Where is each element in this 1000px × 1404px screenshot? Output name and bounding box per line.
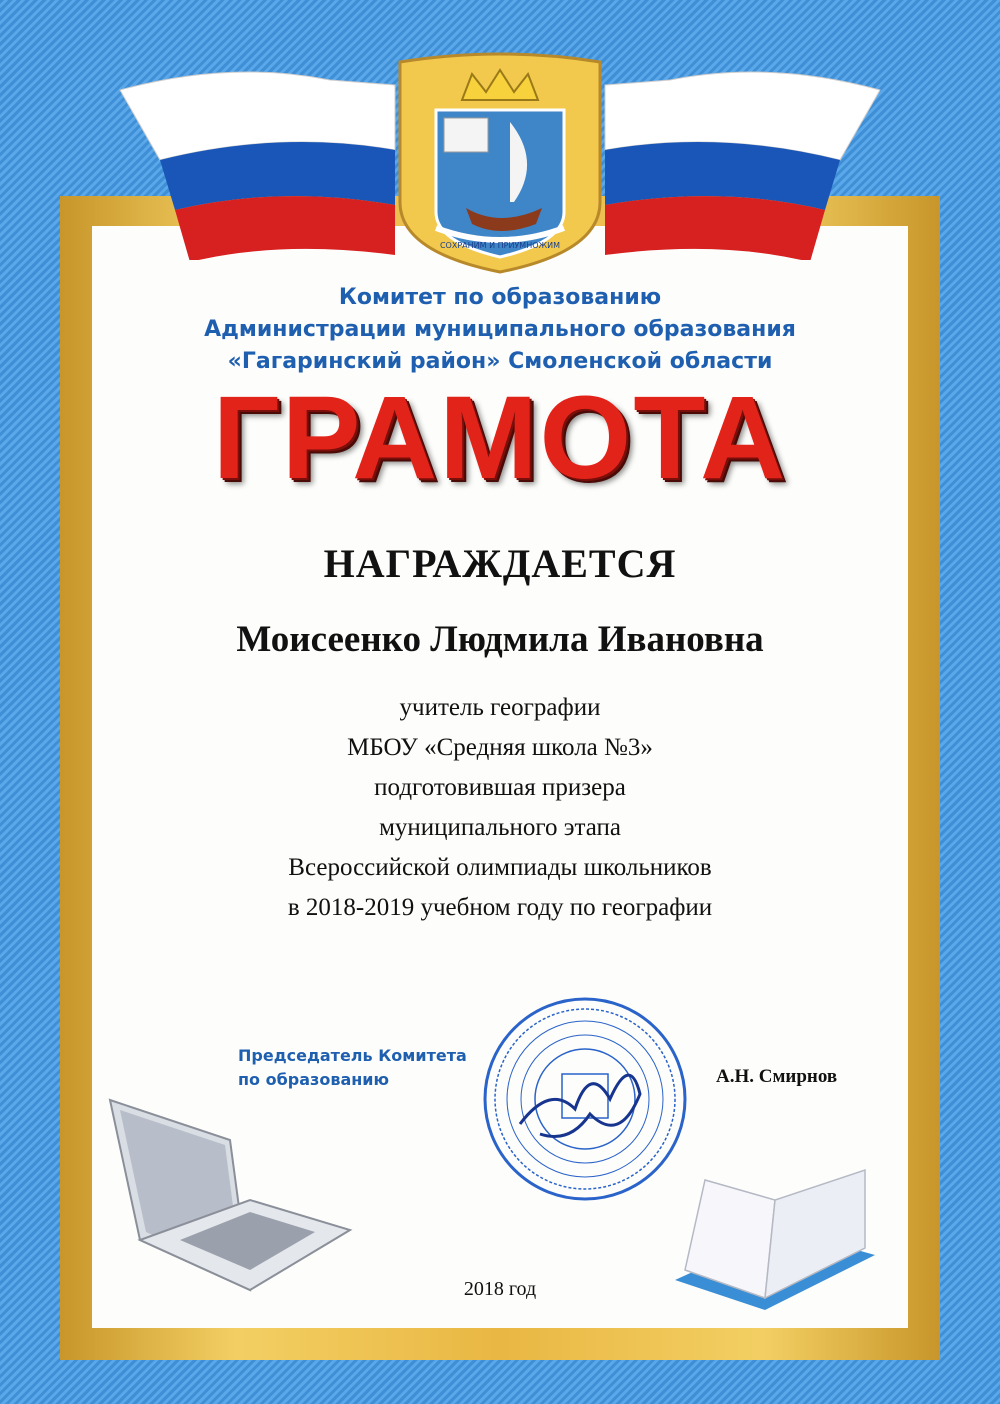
description-line: муниципального этапа [379,814,621,841]
signature-scribble [520,1075,640,1136]
crown-icon [462,70,538,100]
official-stamp [480,994,690,1204]
signatory-title-line-1: Председатель Комитета [238,1046,467,1065]
committee-line-3: «Гагаринский район» Смоленской области [227,349,773,374]
description-line: в 2018-2019 учебном году по географии [287,894,713,921]
award-description [92,688,908,928]
certificate-title: ГРАМОТА [212,372,788,504]
description-line: подготовившая призера [374,774,626,801]
awarded-heading: НАГРАЖДАЕТСЯ [323,541,677,586]
certificate-year: 2018 год [463,1278,537,1300]
committee-line-1: Комитет по образованию [338,285,662,310]
description-line: Всероссийской олимпиады школьников [288,854,712,881]
signatory-title-line-2: по образованию [238,1070,390,1089]
description-line: учитель географии [399,694,601,721]
signatory-name: А.Н. Смирнов [716,1066,838,1087]
coat-of-arms [392,52,608,274]
committee-line-2: Администрации муниципального образования [204,317,796,342]
description-line: МБОУ «Средняя школа №3» [347,734,653,761]
signatory-title [238,1044,467,1092]
crest-motto: СОХРАНИМ И ПРИУМНОЖИМ [439,241,561,250]
recipient-name: Моисеенко Людмила Ивановна [236,619,764,660]
